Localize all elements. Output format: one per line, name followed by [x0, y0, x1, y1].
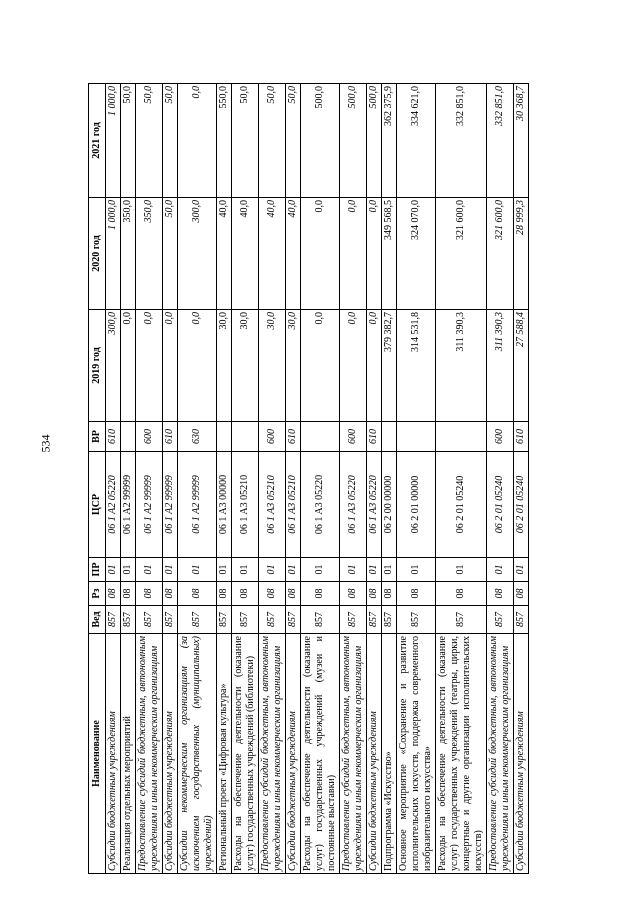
- cell-ved: 857: [136, 606, 163, 634]
- cell-2019: 0,0: [121, 310, 136, 422]
- cell-vr: 610: [367, 422, 382, 452]
- cell-2021: 332 851,0: [487, 84, 514, 198]
- cell-2021: 50,0: [121, 84, 136, 198]
- cell-name: Субсидии бюджетным учреждениям: [106, 634, 121, 874]
- cell-pr: 01: [301, 558, 340, 582]
- table-header-row: [89, 84, 106, 874]
- cell-2021: 30 368,7: [514, 84, 529, 198]
- cell-ved: 857: [301, 606, 340, 634]
- cell-rz: 08: [232, 582, 259, 606]
- table-row: [397, 84, 436, 874]
- header-2020: 2020 год: [89, 198, 106, 310]
- cell-2020: 1 000,0: [106, 198, 121, 310]
- cell-2020: 50,0: [163, 198, 178, 310]
- cell-name: Подпрограмма «Искусство»: [382, 634, 397, 874]
- cell-name: Предоставление субсидий бюджетным, автономным учреждениям и иным некоммерческим организациям: [136, 634, 163, 874]
- cell-pr: 01: [106, 558, 121, 582]
- cell-2019: 30,0: [259, 310, 286, 422]
- page-number: 534: [38, 434, 53, 453]
- cell-csr: 06 1 A3 00000: [217, 452, 232, 558]
- cell-vr: 610: [163, 422, 178, 452]
- cell-pr: 01: [136, 558, 163, 582]
- cell-2020: 40,0: [217, 198, 232, 310]
- header-csr: ЦСР: [89, 452, 106, 558]
- cell-name: Основное мероприятие «Сохранение и развитие исполнительских искусств, поддержка современного изобразительного искусства»: [397, 634, 436, 874]
- table-row: [286, 84, 301, 874]
- cell-csr: 06 1 A2 99999: [178, 452, 217, 558]
- cell-vr: 610: [514, 422, 529, 452]
- cell-2019: 27 588,4: [514, 310, 529, 422]
- cell-2019: 0,0: [340, 310, 367, 422]
- cell-vr: [232, 422, 259, 452]
- cell-2021: 1 000,0: [106, 84, 121, 198]
- cell-pr: 01: [367, 558, 382, 582]
- budget-table: [88, 83, 529, 874]
- cell-rz: 08: [106, 582, 121, 606]
- cell-vr: 600: [259, 422, 286, 452]
- cell-2020: 300,0: [178, 198, 217, 310]
- cell-rz: 08: [163, 582, 178, 606]
- cell-csr: 06 2 00 00000: [382, 452, 397, 558]
- cell-rz: 08: [121, 582, 136, 606]
- cell-2019: 379 382,7: [382, 310, 397, 422]
- cell-2020: 350,0: [121, 198, 136, 310]
- cell-csr: 06 2 01 05240: [436, 452, 487, 558]
- cell-2019: 30,0: [232, 310, 259, 422]
- header-vr: ВР: [89, 422, 106, 452]
- table-row: [436, 84, 487, 874]
- cell-2019: 0,0: [136, 310, 163, 422]
- cell-ved: 857: [487, 606, 514, 634]
- table-body: [106, 84, 529, 874]
- cell-rz: 08: [178, 582, 217, 606]
- header-name: Наименование: [89, 634, 106, 874]
- cell-2020: 0,0: [367, 198, 382, 310]
- cell-2020: 349 568,5: [382, 198, 397, 310]
- cell-ved: 857: [178, 606, 217, 634]
- table-row: [340, 84, 367, 874]
- cell-csr: 06 1 A3 05210: [232, 452, 259, 558]
- cell-ved: 857: [397, 606, 436, 634]
- cell-rz: 08: [259, 582, 286, 606]
- cell-2021: 550,0: [217, 84, 232, 198]
- cell-csr: 06 1 A2 05220: [106, 452, 121, 558]
- cell-name: Предоставление субсидий бюджетным, автономным учреждениям и иным некоммерческим организациям: [259, 634, 286, 874]
- cell-name: Предоставление субсидий бюджетным, автономным учреждениям и иным некоммерческим организациям: [340, 634, 367, 874]
- cell-pr: 01: [217, 558, 232, 582]
- header-ved: Вед: [89, 606, 106, 634]
- cell-ved: 857: [163, 606, 178, 634]
- cell-rz: 08: [382, 582, 397, 606]
- cell-vr: [217, 422, 232, 452]
- cell-ved: 857: [514, 606, 529, 634]
- table-row: [514, 84, 529, 874]
- cell-rz: 08: [136, 582, 163, 606]
- cell-vr: 600: [136, 422, 163, 452]
- cell-2019: 311 390,3: [436, 310, 487, 422]
- cell-rz: 08: [436, 582, 487, 606]
- cell-2019: 0,0: [163, 310, 178, 422]
- cell-2021: 334 621,0: [397, 84, 436, 198]
- header-rz: Рз: [89, 582, 106, 606]
- cell-ved: 857: [232, 606, 259, 634]
- cell-ved: 857: [259, 606, 286, 634]
- cell-2020: 350,0: [136, 198, 163, 310]
- cell-name: Субсидии бюджетным учреждениям: [163, 634, 178, 874]
- cell-rz: 08: [301, 582, 340, 606]
- table-row: [259, 84, 286, 874]
- cell-2021: 50,0: [259, 84, 286, 198]
- cell-name: Расходы на обеспечение деятельности (оказание услуг) государственных учреждений (театры, цирки, концертные и другие организации исполнительских искусств): [436, 634, 487, 874]
- cell-vr: 600: [487, 422, 514, 452]
- cell-pr: 01: [286, 558, 301, 582]
- cell-2020: 321 600,0: [436, 198, 487, 310]
- cell-csr: 06 1 A3 05210: [286, 452, 301, 558]
- cell-vr: 610: [106, 422, 121, 452]
- header-2021: 2021 год: [89, 84, 106, 198]
- cell-rz: 08: [487, 582, 514, 606]
- cell-name: Региональный проект «Цифровая культура»: [217, 634, 232, 874]
- cell-vr: 630: [178, 422, 217, 452]
- cell-2021: 332 851,0: [436, 84, 487, 198]
- cell-2020: 321 600,0: [487, 198, 514, 310]
- cell-pr: 01: [259, 558, 286, 582]
- cell-vr: [397, 422, 436, 452]
- cell-csr: 06 2 01 05240: [514, 452, 529, 558]
- cell-pr: 01: [232, 558, 259, 582]
- cell-vr: [436, 422, 487, 452]
- rotated-page-content: [88, 84, 554, 874]
- cell-pr: 01: [382, 558, 397, 582]
- cell-2020: 324 070,0: [397, 198, 436, 310]
- cell-2020: 0,0: [340, 198, 367, 310]
- cell-rz: 08: [286, 582, 301, 606]
- cell-pr: 01: [178, 558, 217, 582]
- cell-2019: 300,0: [106, 310, 121, 422]
- cell-rz: 08: [367, 582, 382, 606]
- cell-ved: 857: [382, 606, 397, 634]
- cell-csr: 06 2 01 05240: [487, 452, 514, 558]
- cell-vr: [301, 422, 340, 452]
- cell-rz: 08: [514, 582, 529, 606]
- cell-2021: 500,0: [367, 84, 382, 198]
- cell-rz: 08: [217, 582, 232, 606]
- cell-2019: 0,0: [178, 310, 217, 422]
- cell-2019: 30,0: [217, 310, 232, 422]
- table-row: [301, 84, 340, 874]
- table-row: [367, 84, 382, 874]
- cell-2020: 40,0: [232, 198, 259, 310]
- cell-csr: 06 1 A3 05220: [340, 452, 367, 558]
- cell-csr: 06 1 A2 99999: [121, 452, 136, 558]
- cell-2021: 500,0: [340, 84, 367, 198]
- cell-vr: 610: [286, 422, 301, 452]
- cell-name: Субсидии бюджетным учреждениям: [367, 634, 382, 874]
- cell-2019: 314 531,8: [397, 310, 436, 422]
- cell-pr: 01: [340, 558, 367, 582]
- cell-2020: 0,0: [301, 198, 340, 310]
- table-row: [232, 84, 259, 874]
- cell-csr: 06 1 A2 99999: [136, 452, 163, 558]
- cell-ved: 857: [286, 606, 301, 634]
- cell-name: Расходы на обеспечение деятельности (оказание услуг) государственных учреждений (библиотеки): [232, 634, 259, 874]
- table-row: [382, 84, 397, 874]
- table-row: [487, 84, 514, 874]
- cell-2021: 0,0: [178, 84, 217, 198]
- cell-name: Расходы на обеспечение деятельности (оказание услуг) государственных учреждений (музеи и постоянные выставки): [301, 634, 340, 874]
- table-row: [121, 84, 136, 874]
- cell-pr: 01: [436, 558, 487, 582]
- cell-name: Реализация отдельных мероприятий: [121, 634, 136, 874]
- cell-2021: 50,0: [232, 84, 259, 198]
- cell-2019: 0,0: [367, 310, 382, 422]
- cell-2020: 40,0: [259, 198, 286, 310]
- cell-pr: 01: [514, 558, 529, 582]
- cell-2019: 311 390,3: [487, 310, 514, 422]
- table-row: [136, 84, 163, 874]
- cell-rz: 08: [340, 582, 367, 606]
- cell-pr: 01: [163, 558, 178, 582]
- cell-csr: 06 1 A3 05220: [367, 452, 382, 558]
- cell-ved: 857: [367, 606, 382, 634]
- cell-csr: 06 1 A3 05210: [259, 452, 286, 558]
- cell-name: Субсидии некоммерческим организациям (за исключением государственных (муниципальных) учреждений): [178, 634, 217, 874]
- table-row: [178, 84, 217, 874]
- cell-2021: 362 375,9: [382, 84, 397, 198]
- cell-pr: 01: [121, 558, 136, 582]
- cell-2019: 30,0: [286, 310, 301, 422]
- cell-ved: 857: [340, 606, 367, 634]
- cell-csr: 06 1 A3 05220: [301, 452, 340, 558]
- cell-2021: 50,0: [286, 84, 301, 198]
- cell-vr: [382, 422, 397, 452]
- cell-pr: 01: [487, 558, 514, 582]
- cell-csr: 06 2 01 00000: [397, 452, 436, 558]
- cell-2020: 40,0: [286, 198, 301, 310]
- cell-vr: [121, 422, 136, 452]
- cell-2021: 50,0: [163, 84, 178, 198]
- cell-ved: 857: [217, 606, 232, 634]
- cell-csr: 06 1 A2 99999: [163, 452, 178, 558]
- cell-name: Субсидии бюджетным учреждениям: [286, 634, 301, 874]
- cell-ved: 857: [436, 606, 487, 634]
- table-row: [163, 84, 178, 874]
- cell-ved: 857: [106, 606, 121, 634]
- cell-2021: 500,0: [301, 84, 340, 198]
- cell-2021: 50,0: [136, 84, 163, 198]
- cell-2020: 28 999,3: [514, 198, 529, 310]
- table-row: [106, 84, 121, 874]
- cell-rz: 08: [397, 582, 436, 606]
- header-pr: ПР: [89, 558, 106, 582]
- header-2019: 2019 год: [89, 310, 106, 422]
- cell-name: Предоставление субсидий бюджетным, автономным учреждениям и иным некоммерческим организациям: [487, 634, 514, 874]
- cell-vr: 600: [340, 422, 367, 452]
- cell-2019: 0,0: [301, 310, 340, 422]
- table-row: [217, 84, 232, 874]
- cell-ved: 857: [121, 606, 136, 634]
- cell-pr: 01: [397, 558, 436, 582]
- cell-name: Субсидии бюджетным учреждениям: [514, 634, 529, 874]
